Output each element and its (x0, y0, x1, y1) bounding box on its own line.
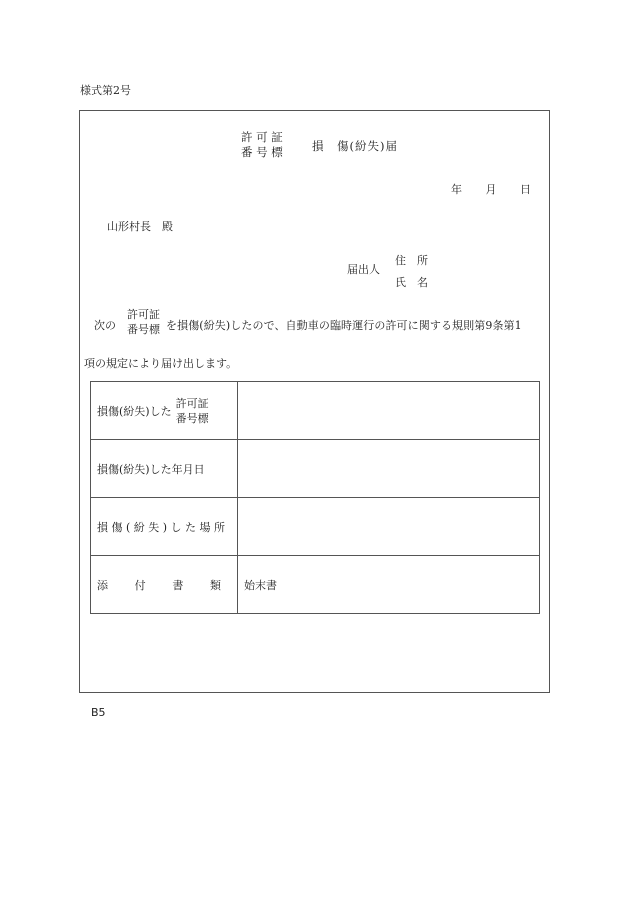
date-year: 年 (451, 183, 462, 196)
table-row (91, 382, 540, 440)
row1-stack-bottom: 番号標 (175, 411, 209, 425)
form-title: 損 傷(紛失)届 (312, 139, 398, 153)
applicant-fields (395, 250, 429, 294)
title-stack (241, 130, 298, 160)
row4-label-char: 添 (97, 578, 108, 592)
row2-value-cell[interactable] (238, 440, 540, 498)
date-day: 日 (520, 183, 531, 196)
applicant-name-label: 氏 名 (395, 276, 428, 289)
body-prefix: 次の (94, 319, 116, 332)
body-line1: を損傷(紛失)したので、自動車の臨時運行の許可に関する規則第9条第1 (166, 319, 522, 332)
title-stack-top: 許 可 証 (241, 130, 283, 144)
row1-stack-top: 許可証 (175, 396, 209, 410)
table-row (91, 556, 540, 614)
row4-label-char: 書 (172, 578, 184, 592)
row1-label-cell (91, 382, 238, 440)
row4-label-char: 付 (134, 578, 146, 592)
body-stack-bottom: 番号標 (127, 323, 160, 336)
title-stack-bottom: 番 号 標 (241, 145, 283, 159)
row3-value-cell[interactable] (238, 498, 540, 556)
addressee: 山形村長 殿 (107, 220, 173, 233)
table-row (91, 440, 540, 498)
body-line2: 項の規定により届け出します。 (84, 357, 238, 370)
row1-value-cell[interactable] (238, 382, 540, 440)
applicant-address-label: 住 所 (395, 254, 428, 267)
row4-value-cell[interactable]: 始末書 (238, 556, 540, 614)
row4-label-char: 類 (209, 578, 221, 592)
applicant-label: 届出人 (347, 263, 380, 276)
body-stack-top: 許可証 (127, 308, 160, 321)
paper-size: B5 (91, 706, 106, 719)
row4-label (97, 577, 221, 593)
form-number: 様式第2号 (80, 84, 131, 97)
date-month: 月 (485, 183, 497, 196)
row1-prefix: 損傷(紛失)した (97, 404, 172, 418)
row1-stack (176, 396, 209, 426)
details-table (90, 381, 540, 614)
row3-label: 損 傷 ( 紛 失 ) し た 場 所 (91, 498, 238, 556)
table-row (91, 498, 540, 556)
body-stack (127, 307, 160, 337)
date-line (451, 181, 531, 197)
row4-label-cell (91, 556, 238, 614)
row2-label: 損傷(紛失)した年月日 (91, 440, 238, 498)
